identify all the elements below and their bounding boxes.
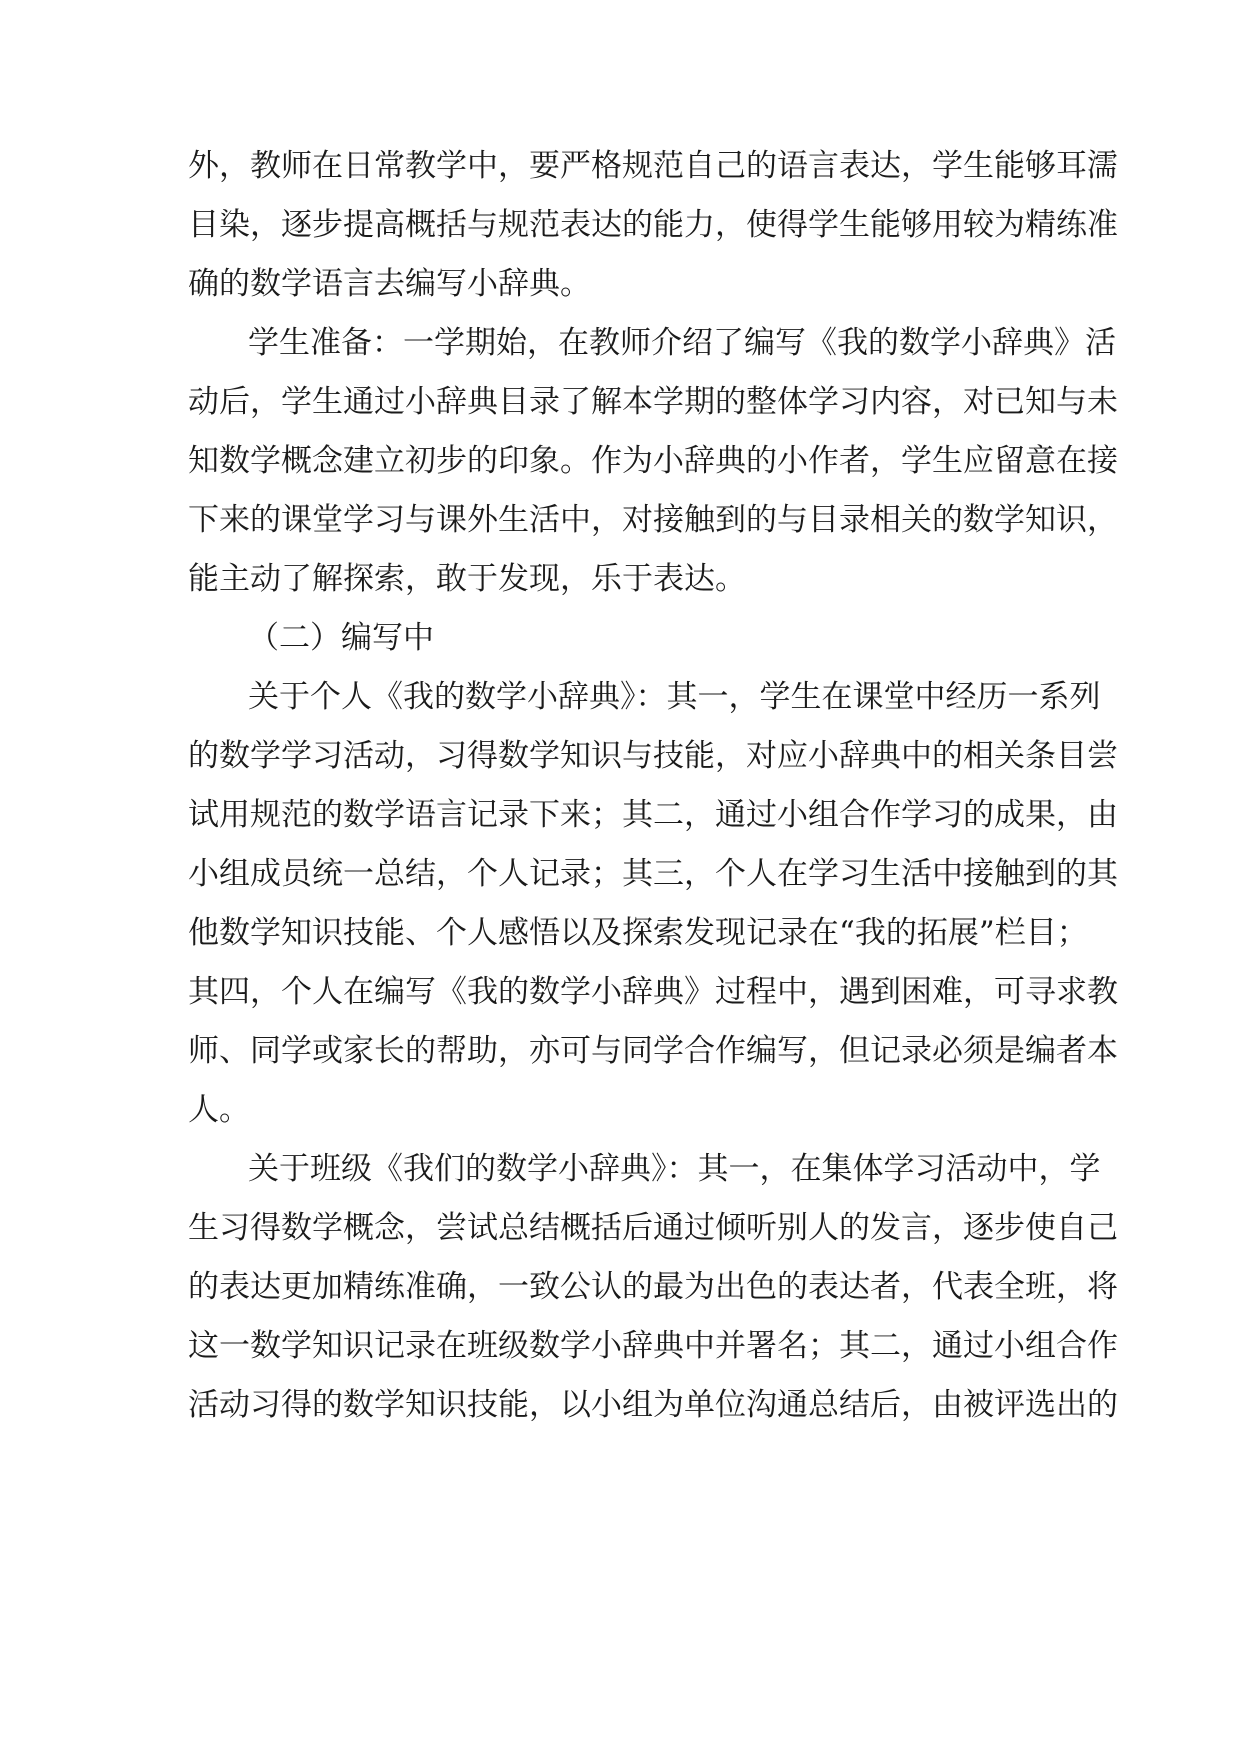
paragraph-line: 生习得数学概念，尝试总结概括后通过倾听别人的发言，逐步使自己 — [188, 1210, 1118, 1246]
paragraph-line: 这一数学知识记录在班级数学小辞典中并署名；其二，通过小组合作 — [188, 1328, 1118, 1364]
paragraph-line: 学生准备：一学期始，在教师介绍了编写《我的数学小辞典》活 — [248, 325, 1116, 361]
paragraph-line: 关于个人《我的数学小辞典》：其一，学生在课堂中经历一系列 — [248, 679, 1101, 715]
paragraph-line: 动后，学生通过小辞典目录了解本学期的整体学习内容，对已知与未 — [188, 384, 1118, 420]
paragraph-line: 能主动了解探索，敢于发现，乐于表达。 — [188, 561, 746, 597]
paragraph-line: 师、同学或家长的帮助，亦可与同学合作编写，但记录必须是编者本 — [188, 1033, 1118, 1069]
paragraph-line: 其四，个人在编写《我的数学小辞典》过程中，遇到困难，可寻求教 — [188, 974, 1118, 1010]
paragraph-line: 试用规范的数学语言记录下来；其二，通过小组合作学习的成果，由 — [188, 797, 1118, 833]
paragraph-line: 外，教师在日常教学中，要严格规范自己的语言表达，学生能够耳濡 — [188, 148, 1118, 184]
paragraph-line: 确的数学语言去编写小辞典。 — [188, 266, 591, 302]
paragraph-line: 他数学知识技能、个人感悟以及探索发现记录在“我的拓展”栏目； — [188, 915, 1088, 951]
paragraph-line: 活动习得的数学知识技能，以小组为单位沟通总结后，由被评选出的 — [188, 1387, 1118, 1423]
paragraph-line: 关于班级《我们的数学小辞典》：其一，在集体学习活动中，学 — [248, 1151, 1101, 1187]
paragraph-line: 知数学概念建立初步的印象。作为小辞典的小作者，学生应留意在接 — [188, 443, 1118, 479]
paragraph-line: 下来的课堂学习与课外生活中，对接触到的与目录相关的数学知识， — [188, 502, 1118, 538]
paragraph-line: 小组成员统一总结，个人记录；其三，个人在学习生活中接触到的其 — [188, 856, 1118, 892]
paragraph-line: 目染，逐步提高概括与规范表达的能力，使得学生能够用较为精练准 — [188, 207, 1118, 243]
paragraph-line: 人。 — [188, 1092, 250, 1128]
paragraph-line: 的数学学习活动，习得数学知识与技能，对应小辞典中的相关条目尝 — [188, 738, 1118, 774]
paragraph-line: 的表达更加精练准确，一致公认的最为出色的表达者，代表全班，将 — [188, 1269, 1118, 1305]
section-heading: （二）编写中 — [248, 620, 434, 656]
